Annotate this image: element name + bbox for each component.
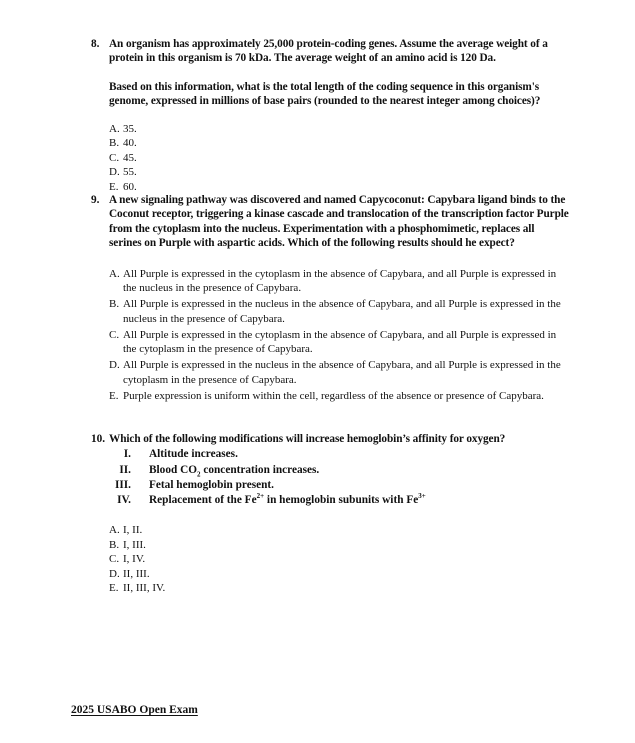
choice-text: 45. [123, 151, 137, 164]
stem-paragraph: A new signaling pathway was discovered and named Capycoconut: Capybara ligand binds to the Coconut receptor, triggering a kinase cascade and translocation of the transcription factor Purple from the cytoplasm into the nucleus. Experimentation with a phosphomimetic, replaces all serines on Purple with aspartic acids. Which of the following results should he expect? [109, 194, 569, 250]
statement-text-part: in hemoglobin subunits with Fe [264, 494, 419, 507]
choice-text: All Purple is expressed in the cytoplasm in the absence of Capybara, and all Purple is expressed in the nucleus in the presence of Capybara. [123, 267, 557, 295]
statement-text: Altitude increases. [149, 448, 238, 461]
choice-letter: E. [109, 180, 119, 193]
question-stem [109, 193, 569, 251]
statement-text [149, 493, 426, 508]
answer-choices [109, 267, 569, 404]
choice-text: II, III. [123, 567, 150, 580]
answer-choice-a [109, 267, 569, 296]
statement-text-part: Blood CO [149, 463, 198, 476]
choice-text: 55. [123, 166, 137, 179]
choice-letter: C. [109, 328, 120, 341]
choice-text: I, II. [123, 524, 143, 537]
statement-numeral: I. [123, 448, 131, 461]
statement-numeral: II. [119, 463, 131, 476]
choice-text: 40. [123, 137, 137, 150]
question-stem [109, 37, 569, 109]
answer-choice-a [109, 524, 569, 537]
answer-choice-b [109, 539, 569, 552]
answer-choice-e [109, 181, 569, 194]
choice-text: All Purple is expressed in the cytoplasm in the absence of Capybara, and all Purple is expressed in the cytoplasm in the presence of Capybara. [123, 328, 557, 356]
stem-paragraph: Which of the following modifications will increase hemoglobin’s affinity for oxygen? [109, 433, 506, 445]
stem-paragraph: Based on this information, what is the total length of the coding sequence in this organism's genome, expressed in millions of base pairs (rounded to the nearest integer among choices)? [109, 80, 541, 108]
choice-text: All Purple is expressed in the nucleus in the absence of Capybara, and all Purple is expressed in the nucleus in the presence of Capybara. [123, 298, 561, 325]
statement-i [109, 447, 569, 462]
choice-text: I, IV. [123, 553, 146, 566]
choice-letter: D. [109, 166, 120, 179]
superscript: 3+ [418, 492, 426, 501]
statement-ii [109, 463, 569, 478]
choice-text: I, III. [123, 538, 146, 551]
choice-letter: B. [109, 137, 120, 150]
choice-letter: E. [109, 390, 119, 403]
answer-choice-d [109, 568, 569, 581]
statement-iii [109, 478, 569, 493]
statement-iv [109, 493, 569, 508]
statement-text: Fetal hemoglobin present. [149, 478, 274, 491]
answer-choice-b [109, 137, 569, 150]
superscript: 2+ [256, 492, 265, 501]
answer-choice-c [109, 328, 569, 357]
statement-numeral: III. [114, 478, 131, 491]
choice-letter: A. [109, 524, 120, 537]
choice-letter: B. [109, 538, 120, 551]
subscript: 2 [197, 469, 201, 478]
answer-choice-b [109, 297, 569, 326]
answer-choices [109, 524, 569, 595]
answer-choice-d [109, 166, 569, 179]
choice-letter: C. [109, 151, 120, 164]
choice-letter: A. [109, 267, 120, 280]
choice-text: 35. [123, 122, 137, 135]
question-number: 10. [91, 433, 106, 445]
choice-text: Purple expression is uniform within the cell, regardless of the absence or presence of Capybara. [123, 390, 544, 403]
answer-choice-d [109, 358, 569, 387]
choice-letter: E. [109, 582, 119, 595]
answer-choice-e [109, 582, 569, 595]
choice-letter: A. [109, 122, 120, 135]
choice-text: II, III, IV. [123, 582, 166, 595]
question-number: 8. [91, 38, 100, 50]
statement-text-part: concentration increases. [200, 463, 320, 476]
question-8 [91, 37, 569, 195]
statement-text-part: Replacement of the Fe [149, 494, 257, 507]
statement-text [149, 463, 319, 478]
choice-letter: C. [109, 553, 120, 566]
answer-choice-c [109, 553, 569, 566]
statement-numeral: IV. [117, 494, 131, 507]
question-stem [109, 432, 569, 446]
answer-choice-a [109, 123, 569, 136]
stem-paragraph: An organism has approximately 25,000 protein-coding genes. Assume the average weight of a protein in this organism is 70 kDa. The average weight of an amino acid is 120 Da. [109, 38, 548, 65]
choice-text: 60. [123, 180, 137, 193]
question-9 [91, 193, 569, 405]
answer-choice-e [109, 389, 569, 403]
exam-footer: 2025 USABO Open Exam [71, 704, 198, 716]
answer-choices [109, 123, 569, 194]
answer-choice-c [109, 152, 569, 165]
choice-letter: B. [109, 298, 120, 311]
statement-list [109, 447, 569, 508]
choice-letter: D. [109, 567, 120, 580]
choice-text: All Purple is expressed in the nucleus in the absence of Capybara, and all Purple is expressed in the cytoplasm in the presence of Capybara. [123, 359, 561, 386]
choice-letter: D. [109, 359, 120, 372]
question-10 [91, 432, 569, 597]
question-number: 9. [91, 194, 100, 206]
